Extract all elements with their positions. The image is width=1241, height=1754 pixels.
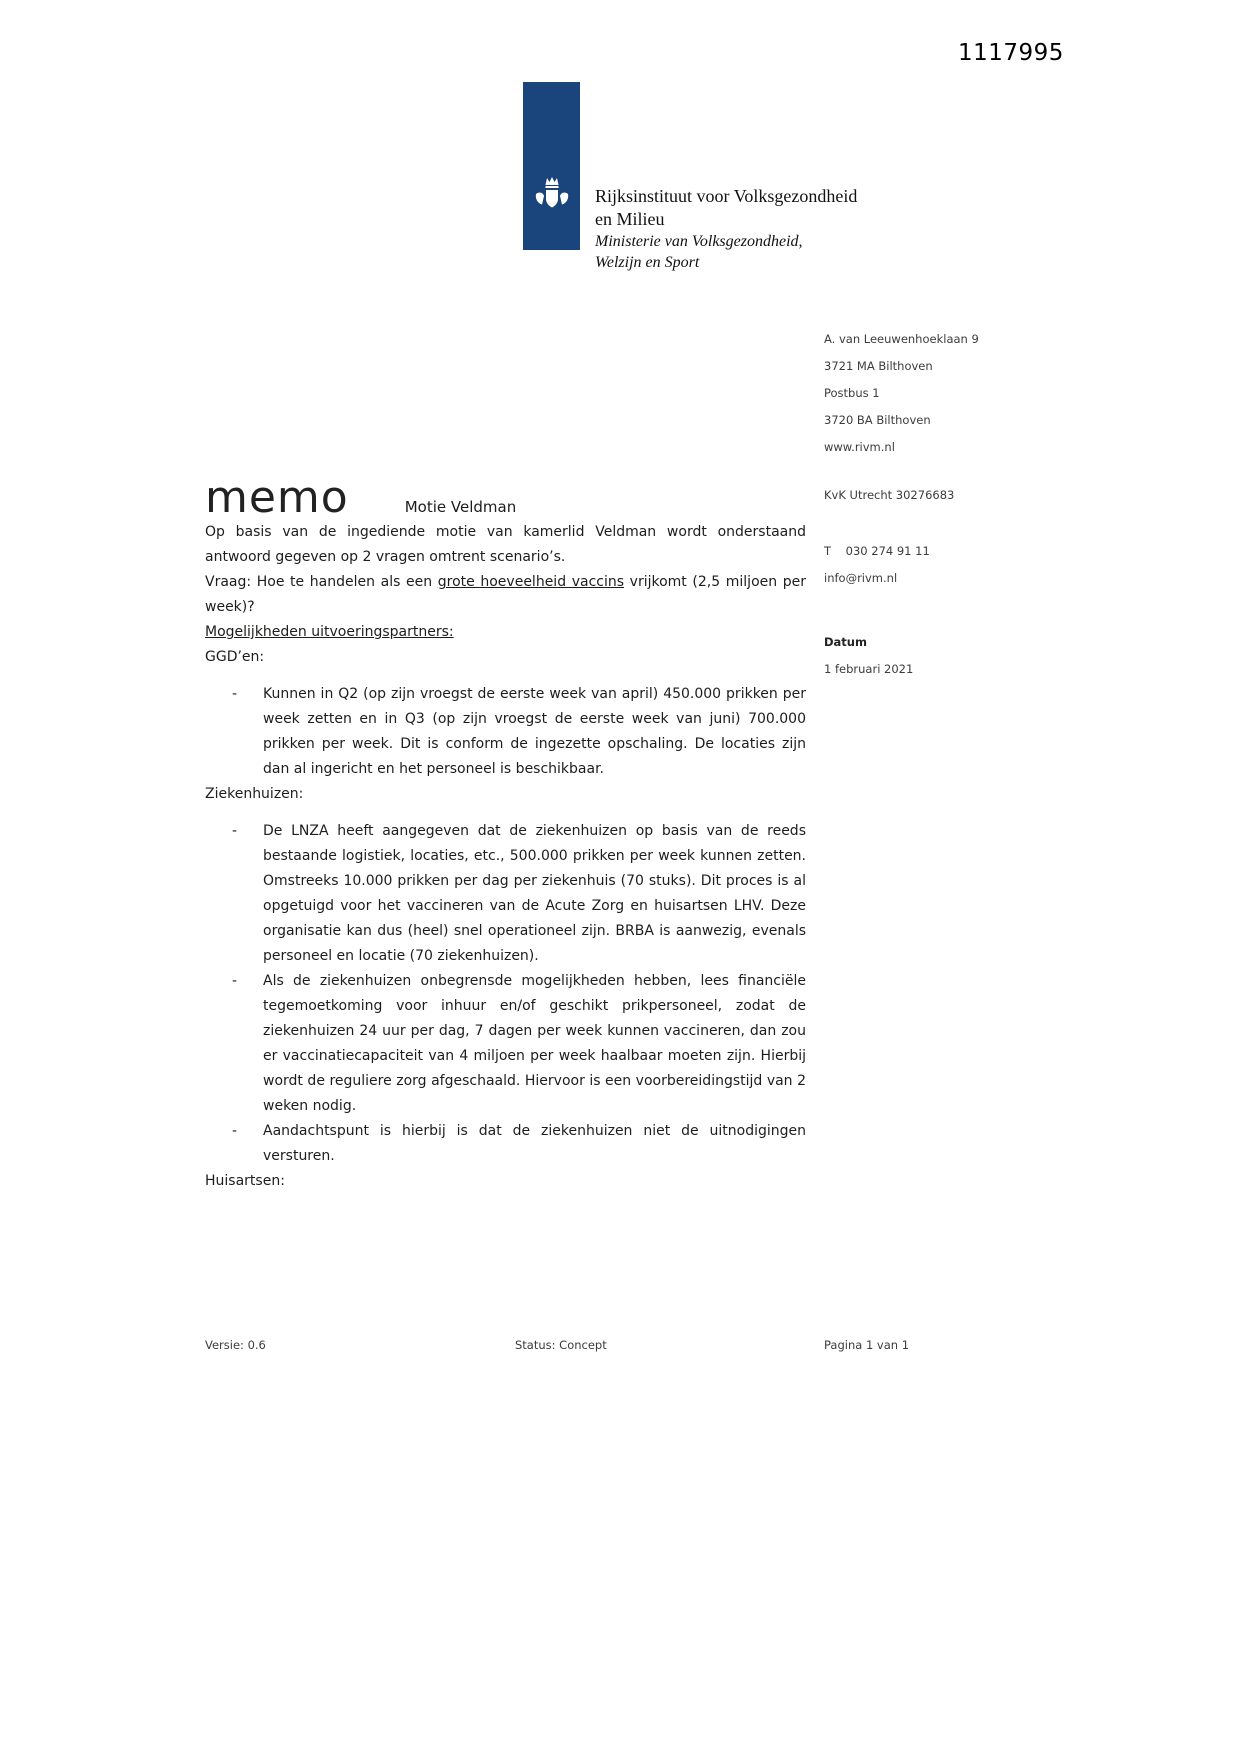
list-item (205, 819, 806, 969)
question-suffix: vrijkomt (2,5 miljoen per week)? (205, 574, 807, 615)
bullet-text: Aandachtspunt is hierbij is dat de ziekenhuizen niet de uitnodigingen versturen. (263, 1123, 806, 1164)
kvk-line: KvK Utrecht 30276683 (824, 488, 955, 502)
bullet-text: De LNZA heeft aangegeven dat de ziekenhuizen op basis van de reeds bestaande logistiek, locaties, etc., 500.000 prikken per week kunnen zetten. Omstreeks 10.000 prikken per dag per ziekenhuis (70 stuks). Dit proces is al opgetuigd voor het vaccineren van de Acute Zorg en huisartsen LHV. Deze organisatie kan dus (heel) snel operationeel zijn. BRBA is aanwezig, evenals personeel en locatie (70 ziekenhuizen). (263, 823, 806, 964)
website-text: www.rivm.nl (824, 440, 895, 454)
bullet-marker: - (232, 686, 238, 702)
huisartsen-heading: Huisartsen: (205, 1173, 285, 1189)
address-line: 3720 BA Bilthoven (824, 413, 931, 427)
memo-title: memo (205, 472, 349, 523)
document-number: 1117995 (958, 40, 1064, 66)
org-name-line2: en Milieu (595, 209, 665, 229)
logo-wordmark (595, 185, 857, 273)
question-prefix: Vraag: Hoe te handelen als een (205, 574, 438, 590)
address-line: Postbus 1 (824, 386, 880, 400)
phone-line: T 030 274 91 11 (824, 544, 930, 558)
coat-of-arms-icon (534, 176, 570, 220)
ziekenhuizen-heading: Ziekenhuizen: (205, 786, 304, 802)
email-text: info@rivm.nl (824, 571, 898, 585)
question-paragraph (205, 570, 806, 620)
address-line: 3721 MA Bilthoven (824, 359, 933, 373)
footer-version: Versie: 0.6 (205, 1338, 266, 1352)
bullet-marker: - (232, 973, 238, 989)
question-underlined-text: grote hoeveelheid vaccins (437, 574, 625, 590)
section-heading: Mogelijkheden uitvoeringspartners: (205, 624, 454, 640)
list-item (205, 969, 806, 1119)
ggd-heading: GGD’en: (205, 649, 265, 665)
memo-subject: Motie Veldman (404, 498, 517, 516)
list-item (205, 682, 806, 782)
bullet-marker: - (232, 823, 238, 839)
list-item (205, 1119, 806, 1169)
memo-header-row (205, 472, 806, 523)
ministry-line2: Welzijn en Sport (595, 254, 700, 271)
footer-page-number: Pagina 1 van 1 (824, 1338, 910, 1352)
bullet-text: Als de ziekenhuizen onbegrensde mogelijkheden hebben, lees financiële tegemoetkoming voor inhuur en/of geschikt prikpersoneel, zodat de ziekenhuizen 24 uur per dag, 7 dagen per week kunnen vaccineren, dan zou er vaccinatiecapaciteit van 4 miljoen per week haalbaar moeten zijn. Hierbij wordt de reguliere zorg afgeschaald. Hiervoor is een voorbereidingstijd van 2 weken nodig. (263, 973, 806, 1114)
rivm-logo-banner (523, 82, 580, 250)
datum-label: Datum (824, 635, 867, 649)
org-name-line1: Rijksinstituut voor Volksgezondheid (595, 186, 858, 206)
intro-paragraph: Op basis van de ingediende motie van kamerlid Veldman wordt onderstaand antwoord gegeven op 2 vragen omtrent scenario’s. (205, 524, 806, 565)
ministry-line1: Ministerie van Volksgezondheid, (595, 233, 803, 250)
memo-body (205, 472, 807, 1194)
contact-sidebar (824, 326, 1044, 683)
bullet-text: Kunnen in Q2 (op zijn vroegst de eerste week van april) 450.000 prikken per week zetten en in Q3 (op zijn vroegst de eerste week van juni) 700.000 prikken per week. Dit is conform de ingezette opschaling. De locaties zijn dan al ingericht en het personeel is beschikbaar. (263, 686, 806, 777)
footer-status: Status: Concept (515, 1338, 607, 1352)
ziekenhuizen-bullet-list (205, 819, 806, 1169)
bullet-marker: - (232, 1123, 238, 1139)
datum-value: 1 februari 2021 (824, 662, 914, 676)
ggd-bullet-list (205, 682, 806, 782)
address-line: A. van Leeuwenhoeklaan 9 (824, 332, 979, 346)
